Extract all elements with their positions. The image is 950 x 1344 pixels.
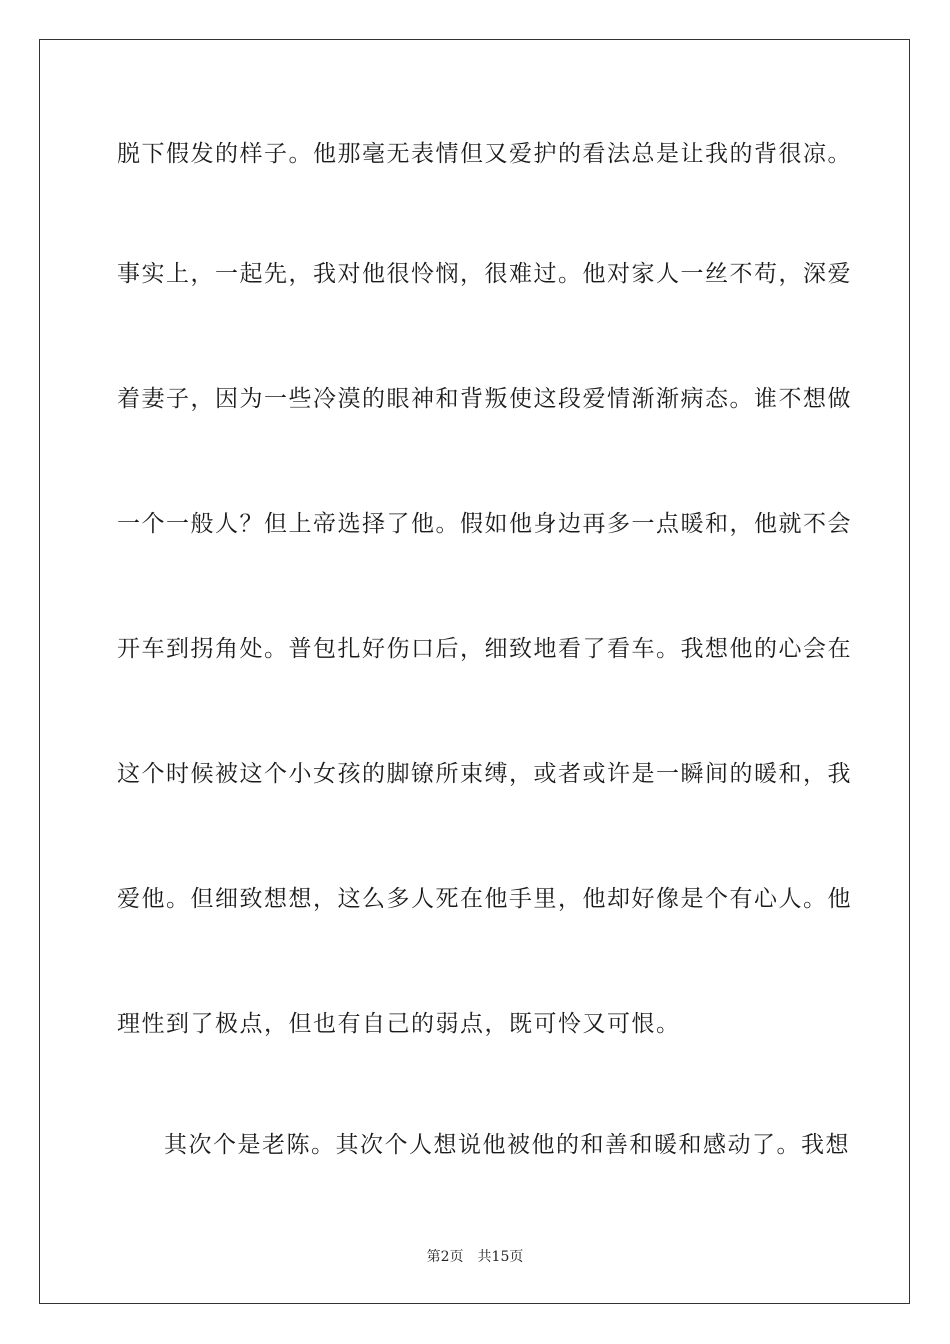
body-text-line-5: 开车到拐角处。普包扎好伤口后，细致地看了看车。我想他的心会在 <box>117 636 852 662</box>
total-pages: 共15页 <box>477 1249 524 1265</box>
body-text-line-8: 理性到了极点，但也有自己的弱点，既可怜又可恨。 <box>117 1011 681 1037</box>
body-text-line-3: 着妻子，因为一些冷漠的眼神和背叛使这段爱情渐渐病态。谁不想做 <box>117 386 852 412</box>
body-text-line-4: 一个一般人？但上帝选择了他。假如他身边再多一点暖和，他就不会 <box>117 511 852 537</box>
body-text-line-7: 爱他。但细致想想，这么多人死在他手里，他却好像是个有心人。他 <box>117 886 852 912</box>
page-number: 第2页 <box>426 1249 464 1265</box>
page-footer <box>0 1248 950 1266</box>
body-text-line-2: 事实上，一起先，我对他很怜悯，很难过。他对家人一丝不苟，深爱 <box>117 261 852 287</box>
page-border <box>39 39 910 1304</box>
body-text-line-1: 脱下假发的样子。他那毫无表情但又爱护的看法总是让我的背很凉。 <box>117 141 852 167</box>
body-text-line-6: 这个时候被这个小女孩的脚镣所束缚，或者或许是一瞬间的暖和，我 <box>117 761 852 787</box>
body-text-line-9: 其次个是老陈。其次个人想说他被他的和善和暖和感动了。我想 <box>164 1132 850 1158</box>
